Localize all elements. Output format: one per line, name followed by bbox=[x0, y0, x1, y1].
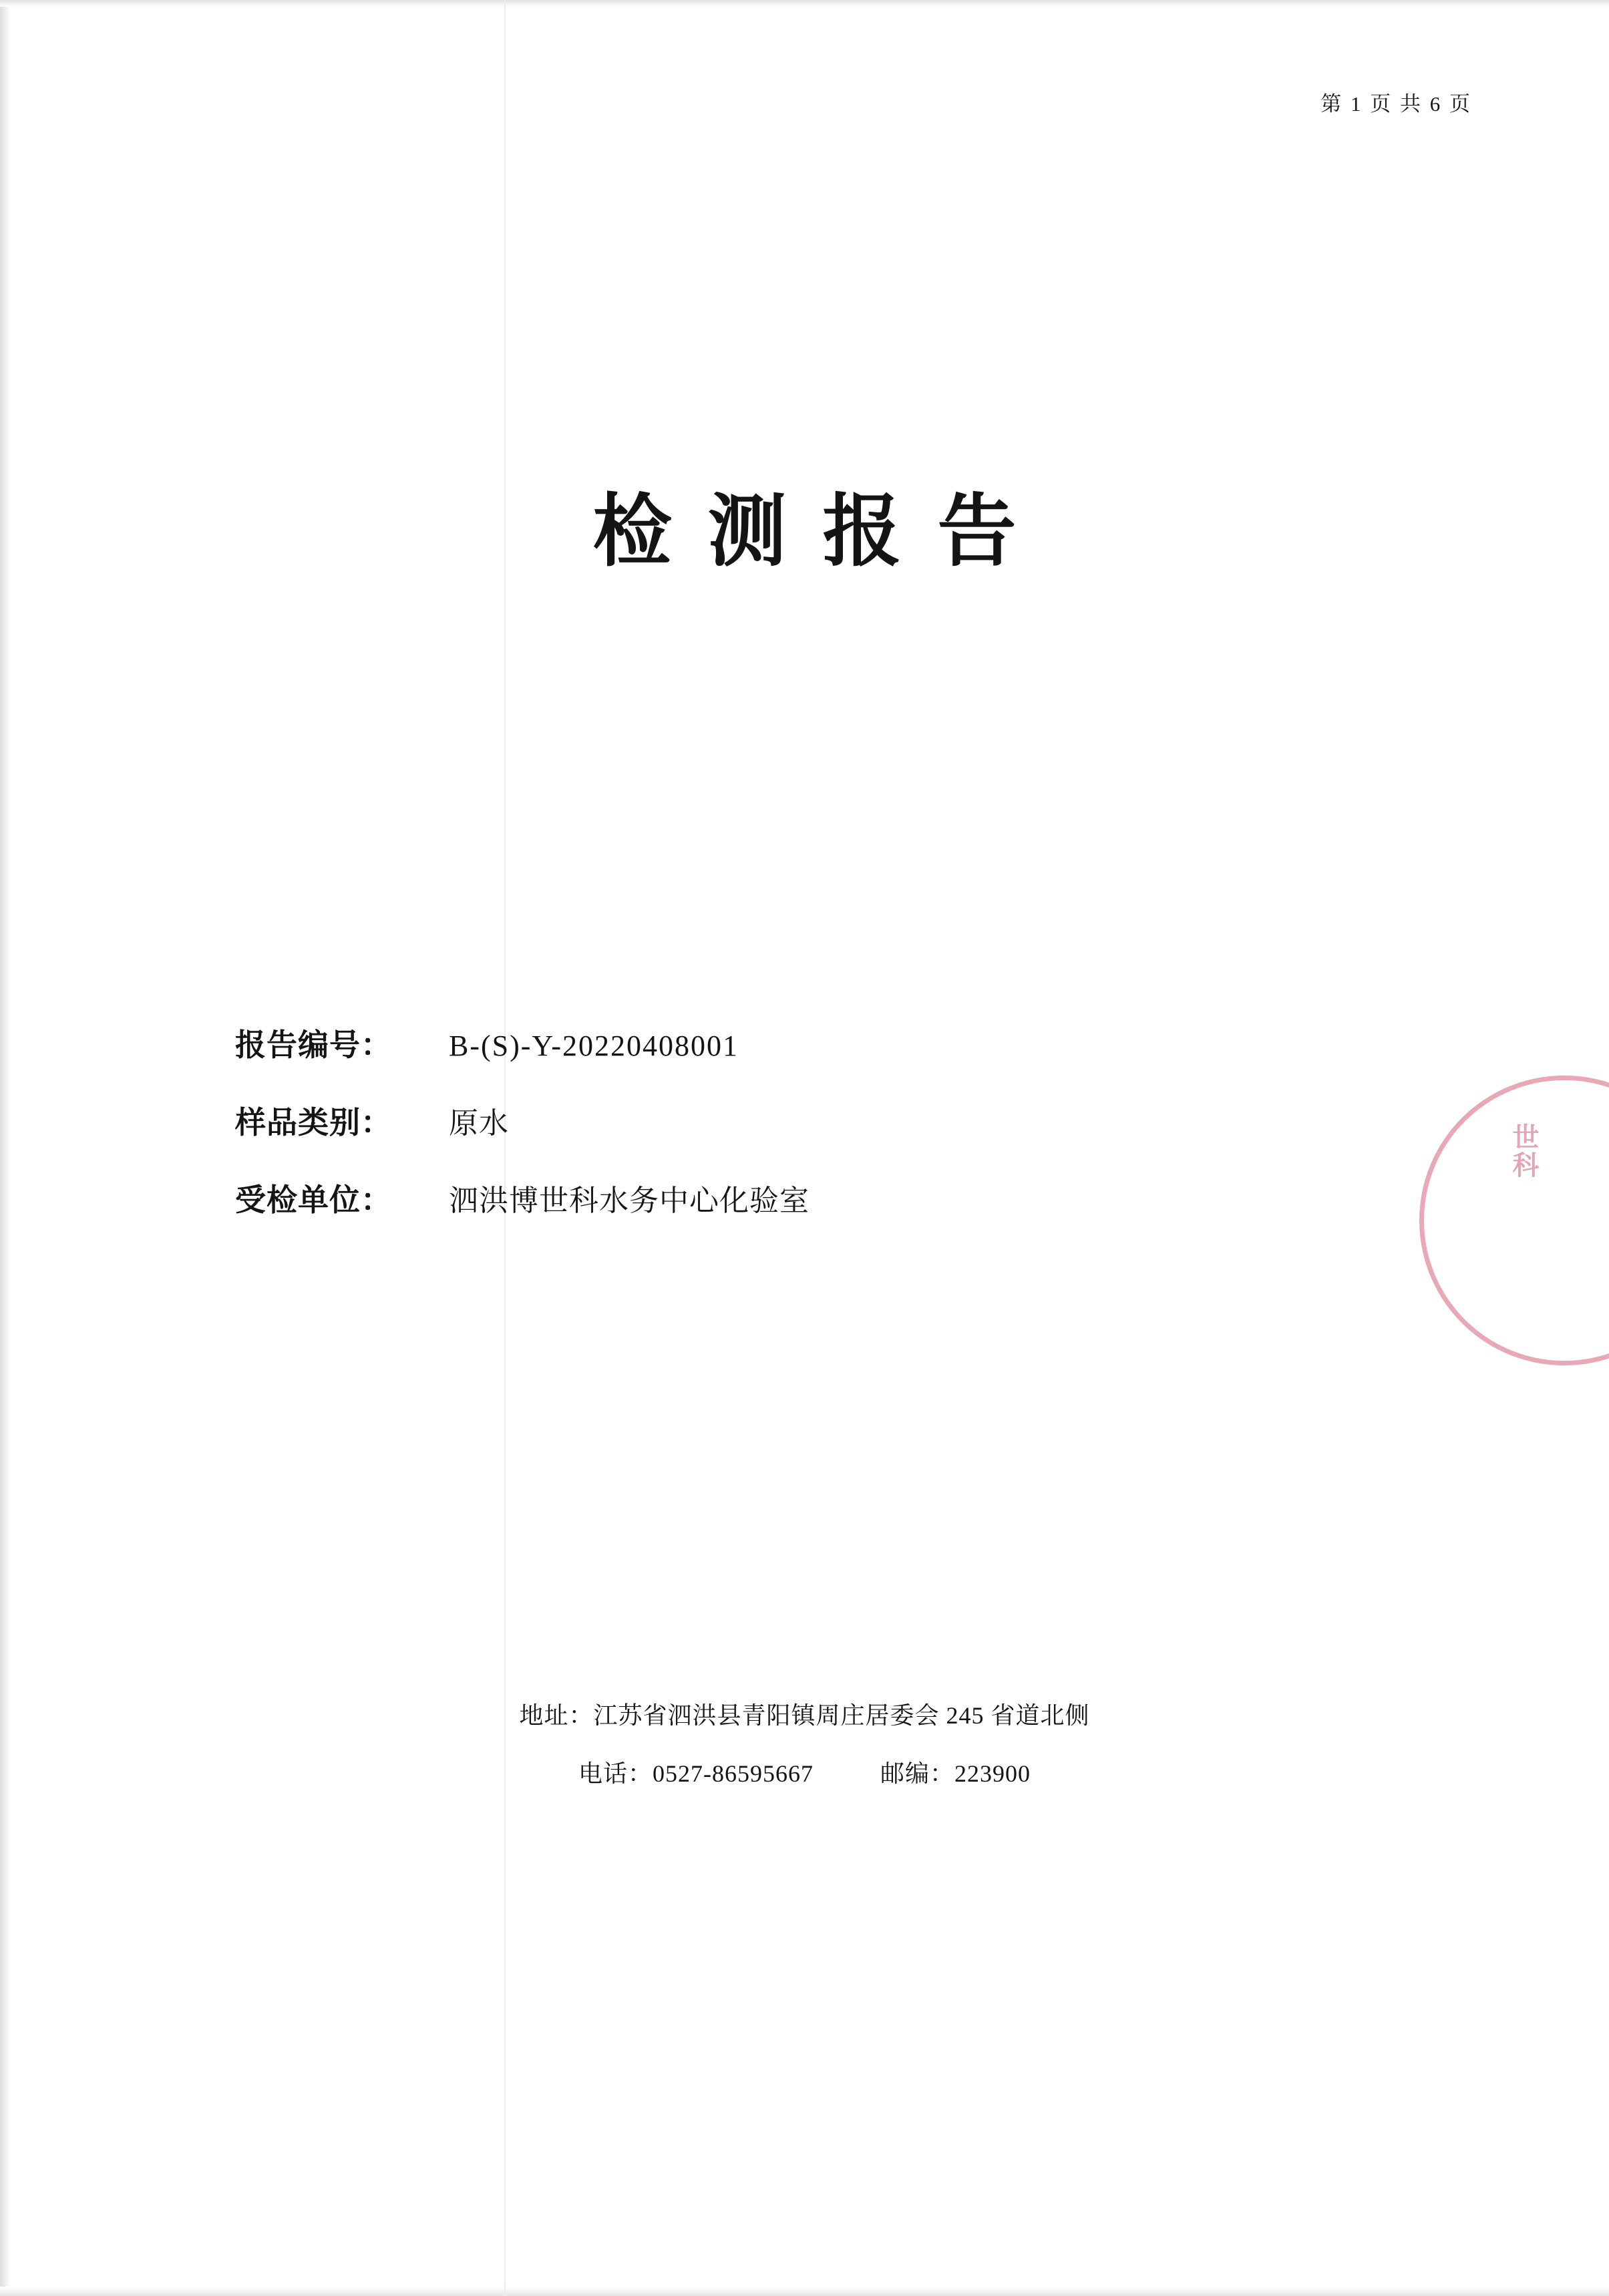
page-edge-left bbox=[0, 0, 11, 2296]
field-inspected-unit bbox=[235, 1176, 1304, 1220]
field-label-report-number: 报告编号： bbox=[235, 1028, 392, 1062]
footer-phone: 电话：0527-86595667 bbox=[578, 1760, 814, 1787]
page-title: 检测报告 bbox=[592, 488, 1053, 576]
page-edge-top bbox=[0, 0, 1609, 7]
field-value-sample-category: 原水 bbox=[449, 1107, 509, 1140]
footer-postcode: 邮编：223900 bbox=[880, 1760, 1031, 1787]
report-fields bbox=[235, 1021, 1304, 1253]
field-label-sample-category: 样品类别： bbox=[235, 1106, 392, 1140]
company-seal-stamp bbox=[1419, 1076, 1609, 1365]
page-footer bbox=[0, 1697, 1609, 1813]
page-edge-bottom bbox=[0, 2287, 1609, 2296]
field-value-report-number: B-(S)-Y-20220408001 bbox=[449, 1029, 739, 1062]
page-indicator: 第 1 页 共 6 页 bbox=[1320, 92, 1472, 116]
footer-contact-row bbox=[0, 1755, 1609, 1789]
field-report-number bbox=[235, 1021, 1304, 1065]
field-label-inspected-unit: 受检单位： bbox=[235, 1183, 392, 1217]
field-sample-category bbox=[235, 1098, 1304, 1142]
company-seal-text: 世科 bbox=[1509, 1123, 1539, 1179]
field-value-inspected-unit: 泗洪博世科水务中心化验室 bbox=[449, 1184, 810, 1217]
footer-address: 地址：江苏省泗洪县青阳镇周庄居委会 245 省道北侧 bbox=[519, 1702, 1090, 1729]
